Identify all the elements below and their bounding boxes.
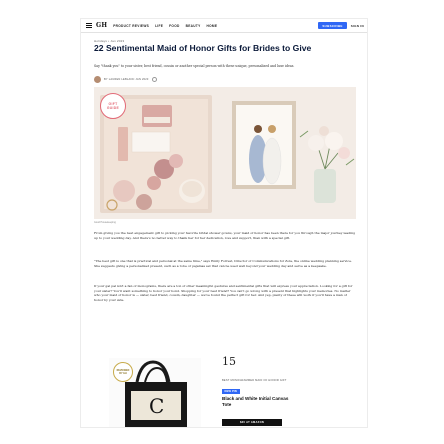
article-paragraph-1: From giving you the best engagement gift to picking your favorite bridal shower gowns, your maid of honor has been there for you through the major journey leading up to your wedding day. And there's no better way to thank her for her dedication, love and support, than with a special gift. (94, 231, 356, 240)
article-title: 22 Sentimental Maid of Honor Gifts for Brides to Give (94, 43, 312, 53)
product-image[interactable] (109, 358, 201, 428)
menu-icon[interactable] (86, 23, 92, 28)
article-dek: Say "thank you" to your sister, best friend, cousin or another special person with these unique, personalized and luxe ideas. (94, 64, 295, 68)
hero-image (94, 87, 356, 219)
product-badge: NEW PIN (222, 389, 240, 394)
breadcrumb[interactable]: Holidays • Jan 2023 (94, 39, 125, 43)
byline-text[interactable]: BY LAUREN LEBLANC JAN 2023 (104, 78, 149, 81)
product-number: 15 (222, 355, 236, 368)
gift-guide-badge-text: GIFT GUIDE (106, 102, 120, 110)
sign-in-link[interactable]: SIGN IN (350, 23, 364, 28)
subscribe-button[interactable]: SUBSCRIBE (318, 22, 346, 29)
top-nav (81, 19, 368, 33)
byline (94, 76, 157, 83)
share-icon[interactable] (152, 77, 157, 82)
hero-illustration (94, 87, 356, 219)
author-avatar[interactable] (94, 76, 101, 83)
nav-item-home[interactable]: HOME (206, 23, 218, 28)
article-paragraph-3: If your gal pal isn't a fan of monograms, there are a ton of other meaningful gestures and sentimental gifts that will express your appreciation. Looking for a gift for your sister? You'll want something to honor your bond. Shopping for your best friend? You can't go wrong with a present that highlights your memories. No matter who your maid of honor is — sister, best friend, cousin, daughter — we've found the perfect gift for her. And yep, plenty of these will work if you'll have a man of honor by your side. (94, 284, 353, 303)
buy-button[interactable]: $30 AT AMAZON (222, 419, 282, 426)
site-logo[interactable]: GH (96, 22, 108, 29)
reviewed-badge-text: REVIEWED BY GH (116, 369, 130, 375)
nav-item-food[interactable]: FOOD (169, 23, 180, 28)
hero-caption: Good Housekeeping (94, 221, 116, 224)
nav-item-life[interactable]: LIFE (155, 23, 164, 28)
nav-item-beauty[interactable]: BEAUTY (185, 23, 201, 28)
article-paragraph-2: "The best gift is one that is practical and personal at the same time," says Emily Forrest, Director of Communications for Zola, the online wedding planning service. She suggests giving a personalized present, such as a robe or pajamas set that can be used well beyond your wedding day and serve as a keepsake. (94, 259, 352, 268)
product-category-label: BEST MONOGRAMMED MAID OF HONOR GIFT (222, 379, 287, 382)
nav-item-product-reviews[interactable]: PRODUCT REVIEWS (113, 23, 150, 28)
gift-guide-badge (100, 93, 126, 119)
reviewed-badge (113, 362, 133, 382)
page (80, 18, 368, 428)
product-name[interactable]: Black and White Initial Canvas Tote (222, 396, 289, 407)
tote-letter: C (149, 394, 165, 418)
